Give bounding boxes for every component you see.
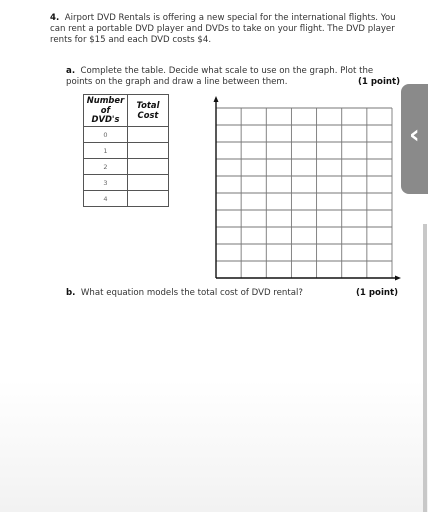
question-body: Airport DVD Rentals is offering a new special for the international flights. You can rent a portable DVD player and DVDs to take on your flight. The DVD player rents for $15 and each DVD costs $4.: [50, 13, 396, 46]
blank-graph-grid[interactable]: [212, 96, 402, 282]
question-number: 4: [50, 13, 56, 23]
part-a: a. Complete the table. Decide what scale to use on the graph. Plot the points on the graph and draw a line between them.: [66, 66, 374, 87]
part-b-label: b: [66, 288, 73, 298]
table-row-dvds: 2: [84, 159, 128, 175]
part-a-label: a: [66, 66, 72, 76]
side-panel-toggle[interactable]: [401, 84, 428, 194]
x-axis-arrow-icon: [395, 276, 401, 281]
scrollbar[interactable]: [423, 224, 427, 512]
dvd-cost-table: [83, 94, 169, 207]
part-a-points: (1 point): [358, 77, 401, 87]
table-row-dvds: 4: [84, 191, 128, 207]
part-b-points: (1 point): [356, 288, 399, 298]
part-b: b. What equation models the total cost of DVD rental?: [66, 288, 303, 298]
total-cost-cell[interactable]: [128, 175, 169, 191]
question-text: 4. Airport DVD Rentals is offering a new special for the international flights. You can rent a portable DVD player and DVDs to take on your flight. The DVD player rents for $15 and each DVD costs $4.: [50, 13, 396, 46]
total-cost-cell[interactable]: [128, 143, 169, 159]
y-axis-arrow-icon: [214, 96, 219, 102]
header-total-cost: Total Cost: [128, 95, 169, 127]
page-bottom-shade: [0, 380, 428, 512]
part-b-text: What equation models the total cost of DVD rental?: [80, 288, 303, 298]
total-cost-cell[interactable]: [128, 191, 169, 207]
header-number-of-dvds: Number of DVD's: [84, 95, 128, 127]
chevron-left-icon: ‹: [409, 120, 420, 150]
total-cost-cell[interactable]: [128, 127, 169, 143]
table-row-dvds: 0: [84, 127, 128, 143]
table-row-dvds: 1: [84, 143, 128, 159]
table-row-dvds: 3: [84, 175, 128, 191]
part-a-text: Complete the table. Decide what scale to use on the graph. Plot the points on the graph and draw a line between them.: [66, 66, 374, 87]
total-cost-cell[interactable]: [128, 159, 169, 175]
